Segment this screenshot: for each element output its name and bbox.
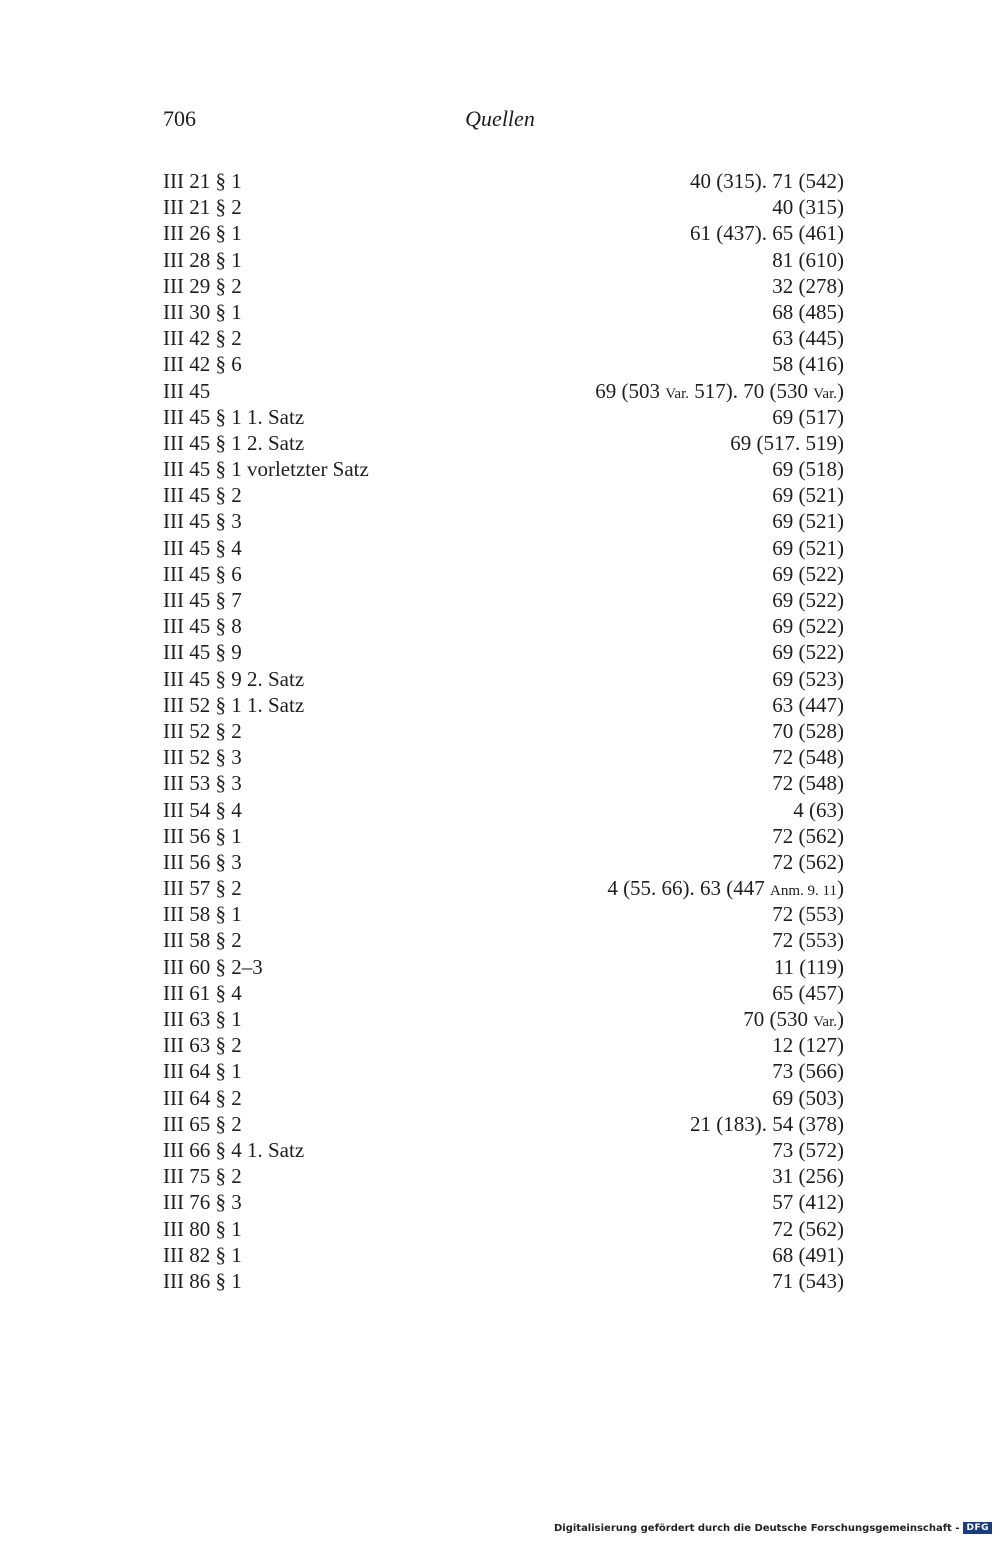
page-reference-text: 69 (518): [772, 457, 844, 482]
running-head: Quellen: [465, 106, 535, 131]
page-references: [772, 980, 844, 1006]
index-entry: [163, 273, 844, 299]
source-reference: III 52 § 1 1. Satz: [163, 692, 305, 717]
page-reference-note: Var.: [813, 1014, 837, 1030]
page-references: [772, 1058, 844, 1084]
page-references: [772, 1085, 844, 1111]
index-entry: [163, 1242, 844, 1268]
page-reference-note: Var.: [665, 385, 689, 402]
index-entry: [163, 1163, 844, 1189]
page-reference-text: ): [837, 378, 844, 403]
source-reference: III 56 § 3: [163, 849, 242, 874]
index-entry: [163, 954, 844, 980]
index-entry: [163, 456, 844, 482]
source-reference: III 45 § 3: [163, 509, 242, 534]
source-reference: III 64 § 1: [163, 1059, 242, 1084]
source-reference: III 58 § 2: [163, 928, 242, 953]
page-reference-text: 81 (610): [772, 247, 844, 272]
index-entry: [163, 561, 844, 587]
index-entry: [163, 535, 844, 561]
dfg-logo: DFG: [963, 1522, 992, 1534]
source-reference: III 52 § 2: [163, 718, 242, 743]
page-reference-text: 69 (522): [772, 588, 844, 612]
page-reference-text: 63 (445): [772, 326, 844, 351]
index-entry: [163, 220, 844, 246]
page-references: [772, 1268, 844, 1294]
page-reference-text: 58 (416): [772, 352, 844, 377]
index-entry: [163, 1189, 844, 1215]
page-references: [774, 954, 844, 980]
page-reference-text: 69 (521): [772, 483, 844, 508]
page-references: [772, 508, 844, 534]
page-reference-text: 11 (119): [773, 954, 844, 979]
source-reference: III 21 § 1: [163, 169, 242, 193]
index-entry: [163, 770, 844, 796]
page-references: [772, 639, 844, 665]
source-reference: III 76 § 3: [163, 1190, 242, 1215]
page-reference-text: 73 (572): [772, 1137, 844, 1162]
page-references: [730, 430, 844, 456]
index-entry: [163, 1058, 844, 1084]
page-reference-text: 69 (521): [772, 509, 844, 534]
index-entry: [163, 404, 844, 430]
source-reference: III 45 § 9 2. Satz: [163, 666, 305, 691]
page-reference-text: 4 (63): [793, 797, 844, 822]
page-reference-text: 72 (562): [772, 823, 844, 848]
page-references: [595, 378, 844, 407]
source-reference: III 63 § 2: [163, 1033, 242, 1058]
index-entry: [163, 639, 844, 665]
page-number: 706: [163, 106, 196, 131]
index-entry: [163, 168, 844, 194]
page-references: [772, 1032, 844, 1058]
index-entry: [163, 980, 844, 1006]
page-reference-text: 69 (517): [772, 404, 844, 429]
page-reference-text: 40 (315). 71 (542): [690, 169, 844, 193]
page-references: [772, 482, 844, 508]
page-references: [772, 273, 844, 299]
index-entry: [163, 482, 844, 508]
page-reference-text: 32 (278): [772, 273, 844, 298]
page-references: [772, 718, 844, 744]
page-references: [772, 901, 844, 927]
source-reference: III 30 § 1: [163, 299, 242, 324]
source-reference: III 45 § 4: [163, 535, 242, 560]
index-entry: [163, 325, 844, 351]
page-reference-note: Anm. 9. 11: [770, 883, 837, 900]
source-reference: III 56 § 1: [163, 823, 242, 848]
page-reference-text: 68 (485): [772, 299, 844, 324]
index-entry: [163, 875, 844, 901]
page-reference-text: 70 (528): [772, 718, 844, 743]
page-references: [772, 1137, 844, 1163]
page-reference-text: 72 (548): [772, 745, 844, 770]
page-references: [772, 456, 844, 482]
source-reference: III 60 § 2–3: [163, 954, 263, 979]
index-entry: [163, 351, 844, 377]
page-references: [772, 351, 844, 377]
page-references: [772, 927, 844, 953]
source-reference: III 45 § 8: [163, 614, 242, 639]
page-reference-text: 63 (447): [772, 692, 844, 717]
source-reference: III 53 § 3: [163, 771, 242, 796]
page-references: [690, 220, 844, 246]
page-reference-text: 71 (543): [772, 1268, 844, 1293]
page-reference-text: 72 (553): [772, 928, 844, 953]
index-entry: [163, 718, 844, 744]
page-references: [772, 849, 844, 875]
source-reference: III 42 § 6: [163, 352, 242, 377]
source-reference: III 45 § 2: [163, 483, 242, 508]
source-reference: III 45: [163, 378, 211, 403]
page-reference-text: 65 (457): [772, 980, 844, 1005]
page-reference-text: 72 (553): [772, 902, 844, 927]
page-references: [690, 168, 844, 194]
index-entry: [163, 1006, 844, 1032]
page-reference-text: 69 (523): [772, 666, 844, 691]
index-entry: [163, 378, 844, 404]
page-reference-text: 31 (256): [772, 1164, 844, 1189]
source-reference: III 66 § 4 1. Satz: [163, 1137, 305, 1162]
page-reference-text: 69 (521): [772, 535, 844, 560]
page-references: [772, 770, 844, 796]
source-reference: III 52 § 3: [163, 745, 242, 770]
source-reference: III 82 § 1: [163, 1242, 242, 1267]
index-entry: [163, 901, 844, 927]
page-references: [772, 744, 844, 770]
page-reference-text: 68 (491): [772, 1242, 844, 1267]
source-reference: III 80 § 1: [163, 1216, 242, 1241]
index-entry: [163, 927, 844, 953]
source-reference: III 75 § 2: [163, 1164, 242, 1189]
page-references: [743, 1006, 844, 1035]
page-reference-text: 40 (315): [772, 195, 844, 220]
page-reference-text: 72 (562): [772, 849, 844, 874]
index-entry: [163, 744, 844, 770]
source-reference: III 45 § 9: [163, 640, 242, 665]
page-references: [772, 613, 844, 639]
page-references: [690, 1111, 844, 1137]
page-references: [772, 194, 844, 220]
index-list: [163, 168, 844, 1294]
index-entry: [163, 797, 844, 823]
source-reference: III 45 § 1 1. Satz: [163, 404, 305, 429]
index-entry: [163, 508, 844, 534]
source-reference: III 42 § 2: [163, 326, 242, 351]
index-entry: [163, 1216, 844, 1242]
page-references: [772, 325, 844, 351]
source-reference: III 64 § 2: [163, 1085, 242, 1110]
page-reference-text: ): [837, 1007, 844, 1031]
page-references: [772, 1216, 844, 1242]
index-entry: [163, 1032, 844, 1058]
page-reference-text: 69 (522): [772, 561, 844, 586]
page-references: [772, 1242, 844, 1268]
page-references: [772, 692, 844, 718]
source-reference: III 26 § 1: [163, 221, 242, 246]
index-entry: [163, 692, 844, 718]
page-references: [772, 823, 844, 849]
page-references: [772, 666, 844, 692]
page-reference-text: 12 (127): [772, 1033, 844, 1058]
source-reference: III 45 § 1 2. Satz: [163, 430, 305, 455]
footer-text: Digitalisierung gefördert durch die Deutsche Forschungsgemeinschaft -: [553, 1522, 960, 1534]
page-reference-text: 57 (412): [772, 1190, 844, 1215]
source-reference: III 21 § 2: [163, 195, 242, 220]
index-entry: [163, 823, 844, 849]
source-reference: III 65 § 2: [163, 1111, 242, 1136]
index-entry: [163, 1268, 844, 1294]
page-reference-text: 69 (522): [772, 640, 844, 665]
page-references: [772, 404, 844, 430]
source-reference: III 45 § 6: [163, 561, 242, 586]
source-reference: III 45 § 1 vorletzter Satz: [163, 457, 369, 482]
page-references: [607, 875, 844, 904]
page-reference-text: 72 (562): [772, 1216, 844, 1241]
source-reference: III 57 § 2: [163, 876, 242, 901]
page-references: [772, 1163, 844, 1189]
index-entry: [163, 430, 844, 456]
page-reference-text: ): [837, 876, 844, 901]
source-reference: III 29 § 2: [163, 273, 242, 298]
source-reference: III 86 § 1: [163, 1268, 242, 1293]
index-entry: [163, 194, 844, 220]
page-reference-text: 70 (530: [743, 1007, 814, 1031]
footer: [554, 1522, 992, 1534]
page-reference-text: 4 (55. 66). 63 (447: [607, 876, 771, 901]
index-entry: [163, 666, 844, 692]
index-entry: [163, 849, 844, 875]
page-reference-note: Var.: [813, 385, 837, 402]
source-reference: III 63 § 1: [163, 1007, 242, 1031]
page-reference-text: 21 (183). 54 (378): [690, 1111, 844, 1136]
source-reference: III 58 § 1: [163, 902, 242, 927]
index-entry: [163, 1111, 844, 1137]
page-references: [772, 299, 844, 325]
page-reference-text: 517). 70 (530: [689, 378, 814, 403]
page-reference-text: 72 (548): [772, 771, 844, 796]
page-reference-text: 73 (566): [772, 1059, 844, 1084]
page-references: [772, 561, 844, 587]
index-entry: [163, 613, 844, 639]
index-entry: [163, 1085, 844, 1111]
source-reference: III 54 § 4: [163, 797, 242, 822]
source-reference: III 45 § 7: [163, 588, 242, 612]
index-entry: [163, 247, 844, 273]
page-reference-text: 61 (437). 65 (461): [690, 221, 844, 246]
page-references: [793, 797, 844, 823]
page-reference-text: 69 (522): [772, 614, 844, 639]
source-reference: III 28 § 1: [163, 247, 242, 272]
index-entry: [163, 1137, 844, 1163]
page-reference-text: 69 (517. 519): [730, 430, 844, 455]
page-reference-text: 69 (503: [595, 378, 666, 403]
index-entry: [163, 587, 844, 613]
page-references: [772, 535, 844, 561]
page-reference-text: 69 (503): [772, 1085, 844, 1110]
page-references: [772, 587, 844, 613]
source-reference: III 61 § 4: [163, 980, 242, 1005]
page-references: [772, 247, 844, 273]
index-entry: [163, 299, 844, 325]
page-references: [772, 1189, 844, 1215]
